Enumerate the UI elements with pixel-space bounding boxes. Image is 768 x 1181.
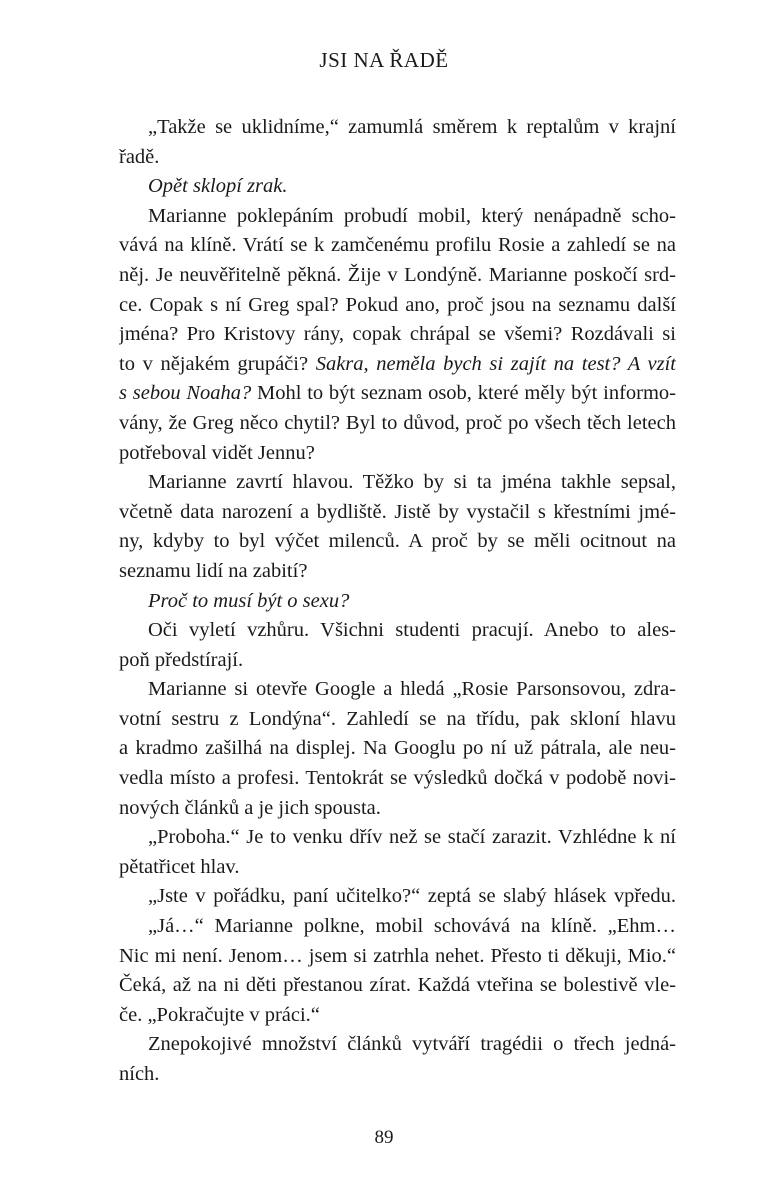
- text-line: potřeboval vidět Jennu?: [119, 441, 315, 464]
- text-line: to v nějakém grupáči? Sakra, neměla bych si zajít na test? A vzít: [119, 352, 676, 375]
- text-line: Marianne zavrtí hlavou. Těžko by si ta jména takhle sepsal,: [148, 471, 676, 494]
- text-line: řadě.: [119, 145, 160, 168]
- text-line: seznamu lidí na zabití?: [119, 559, 308, 582]
- text-line: Znepokojivé množství článků vytváří tragédii o třech jedná-: [148, 1033, 676, 1056]
- running-head: JSI NA ŘADĚ: [319, 48, 449, 72]
- text-line: votní sestru z Londýna“. Zahledí se na třídu, pak skloní hlavu: [119, 707, 676, 730]
- text-line: ních.: [119, 1063, 160, 1085]
- text-line: něj. Je neuvěřitelně pěkná. Žije v Londýně. Marianne poskočí srd-: [119, 263, 676, 286]
- text-line: Čeká, až na ni děti přestanou zírat. Každá vteřina se bolestivě vle-: [119, 974, 676, 997]
- text-line: pětatřicet hlav.: [119, 855, 240, 878]
- text-line: če. „Pokračujte v práci.“: [119, 1003, 320, 1026]
- text-line: Opět sklopí zrak.: [148, 175, 288, 198]
- text-line: „Já…“ Marianne polkne, mobil schovává na klíně. „Ehm…: [148, 915, 676, 938]
- text-line: „Jste v pořádku, paní učitelko?“ zeptá se slabý hlásek vpředu.: [148, 885, 676, 908]
- text-line: „Takže se uklidníme,“ zamumlá směrem k reptalům v krajní: [148, 116, 676, 138]
- text-line: vedla místo a profesi. Tentokrát se výsledků dočká v podobě novi-: [119, 767, 676, 790]
- body-text: [119, 113, 676, 1090]
- page-number: 89: [374, 1127, 394, 1148]
- text-line: poň předstírají.: [119, 648, 244, 671]
- text-line: Proč to musí být o sexu?: [148, 589, 350, 612]
- text-line: včetně data narození a bydliště. Jistě by vystačil s křestními jmé-: [119, 500, 676, 523]
- text-line: Marianne si otevře Google a hledá „Rosie Parsonsovou, zdra-: [148, 678, 676, 701]
- text-line: a kradmo zašilhá na displej. Na Googlu po ní už pátrala, ale neu-: [119, 737, 676, 760]
- text-line: Marianne poklepáním probudí mobil, který nenápadně scho-: [148, 204, 676, 227]
- text-line: ce. Copak s ní Greg spal? Pokud ano, proč jsou na seznamu další: [119, 293, 676, 316]
- text-line: jména? Pro Kristovy rány, copak chrápal se všemi? Rozdávali si: [119, 323, 676, 346]
- text-line: „Proboha.“ Je to venku dřív než se stačí zarazit. Vzhlédne k ní: [148, 826, 676, 849]
- text-line: vává na klíně. Vrátí se k zamčenému profilu Rosie a zahledí se na: [119, 234, 676, 257]
- text-line: ny, kdyby to byl výčet milenců. A proč by se měli ocitnout na: [119, 530, 676, 553]
- text-line: s sebou Noaha? Mohl to být seznam osob, které měly být informo-: [119, 382, 676, 405]
- text-line: Oči vyletí vzhůru. Všichni studenti pracují. Anebo to ales-: [148, 619, 676, 642]
- text-line: Nic mi není. Jenom… jsem si zatrhla nehet. Přesto ti děkuji, Mio.“: [119, 944, 676, 967]
- text-line: vány, že Greg něco chytil? Byl to důvod, proč po všech těch letech: [119, 411, 676, 434]
- text-line: nových článků a je jich spousta.: [119, 796, 381, 819]
